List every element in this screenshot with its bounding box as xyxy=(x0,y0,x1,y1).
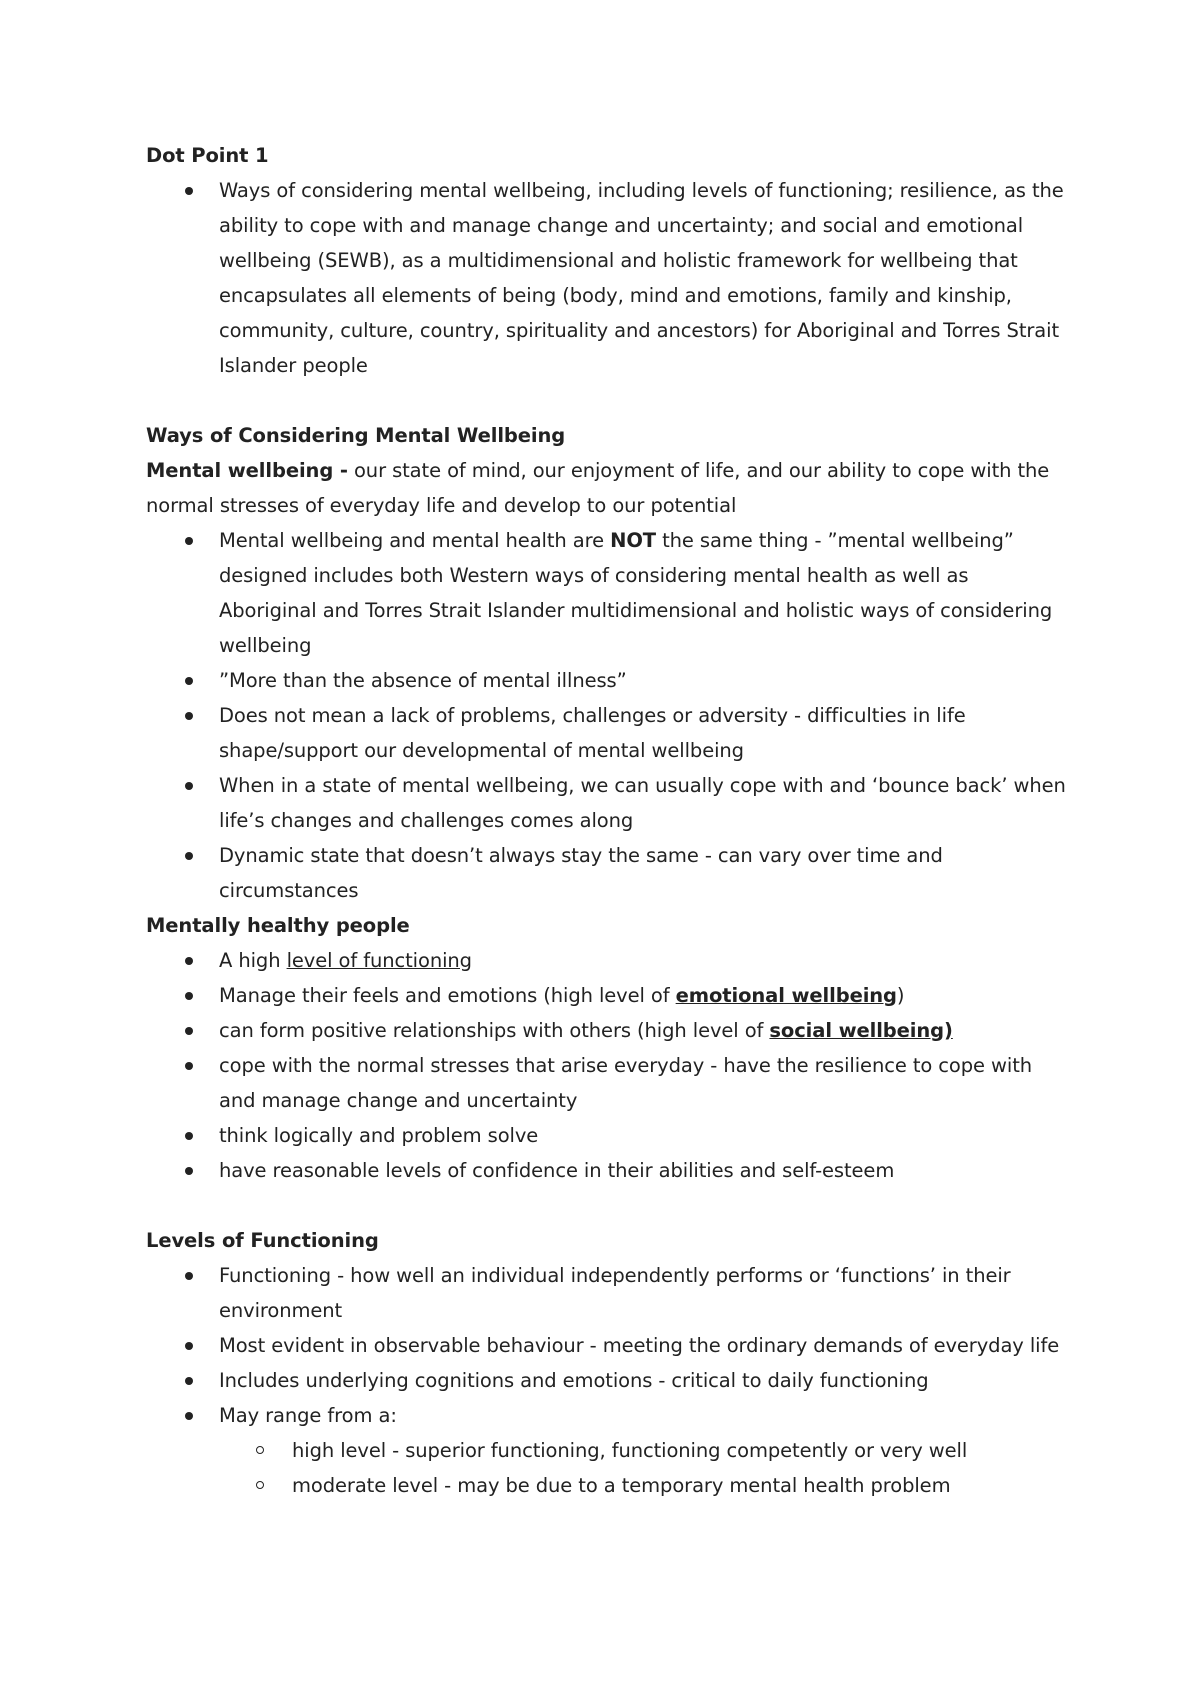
mental-wellbeing-definition xyxy=(146,453,1066,523)
list-item xyxy=(146,523,1066,663)
list-item: Includes underlying cognitions and emotions - critical to daily functioning xyxy=(146,1363,1066,1398)
document-page xyxy=(146,138,1066,1503)
levels-list xyxy=(146,1258,1066,1503)
list-item xyxy=(146,943,1066,978)
list-item: Functioning - how well an individual independently performs or ‘functions’ in their environment xyxy=(146,1258,1066,1328)
definition-text: our state of mind, our enjoyment of life, and our ability to cope with the normal stresses of everyday life and develop to our potential xyxy=(146,459,1050,517)
social-wellbeing-link[interactable]: social wellbeing) xyxy=(769,1019,953,1042)
list-item: cope with the normal stresses that arise everyday - have the resilience to cope with and manage change and uncertainty xyxy=(146,1048,1066,1118)
list-item: Dynamic state that doesn’t always stay the same - can vary over time and circumstances xyxy=(146,838,1066,908)
ways-list xyxy=(146,523,1066,908)
list-item: Does not mean a lack of problems, challenges or adversity - difficulties in life shape/support our developmental of mental wellbeing xyxy=(146,698,1066,768)
list-item: think logically and problem solve xyxy=(146,1118,1066,1153)
list-item-text: can form positive relationships with others (high level of xyxy=(219,1019,770,1042)
section-heading-healthy: Mentally healthy people xyxy=(146,914,410,937)
list-item: Ways of considering mental wellbeing, including levels of functioning; resilience, as the ability to cope with and manage change and uncertainty; and social and emotional wellbeing (SEWB), as a multidimensional and holistic framework for wellbeing that encapsulates all elements of being (body, mind and emotions, family and kinship, community, culture, country, spirituality and ancestors) for Aboriginal and Torres Strait Islander people xyxy=(146,173,1066,383)
list-item: May range from a: xyxy=(146,1398,1066,1433)
list-item: Most evident in observable behaviour - meeting the ordinary demands of everyday life xyxy=(146,1328,1066,1363)
section-heading-levels: Levels of Functioning xyxy=(146,1229,379,1252)
section-heading-ways: Ways of Considering Mental Wellbeing xyxy=(146,424,566,447)
section-heading-dot-point-1: Dot Point 1 xyxy=(146,144,269,167)
list-item-text: Manage their feels and emotions (high level of xyxy=(219,984,676,1007)
sub-list-item: high level - superior functioning, functioning competently or very well xyxy=(146,1433,1066,1468)
list-item: When in a state of mental wellbeing, we can usually cope with and ‘bounce back’ when life’s changes and challenges comes along xyxy=(146,768,1066,838)
sub-list-item: moderate level - may be due to a temporary mental health problem xyxy=(146,1468,1066,1503)
list-item-text: the same thing - ”mental wellbeing” designed includes both Western ways of considering mental health as well as Aboriginal and Torres Strait Islander multidimensional and holistic ways of considering wellbeing xyxy=(219,529,1053,657)
spacer xyxy=(146,1188,1066,1223)
emotional-wellbeing-link[interactable]: emotional wellbeing xyxy=(675,984,897,1007)
list-item: ”More than the absence of mental illness” xyxy=(146,663,1066,698)
definition-term: Mental wellbeing - xyxy=(146,459,348,482)
list-item: have reasonable levels of confidence in their abilities and self-esteem xyxy=(146,1153,1066,1188)
level-of-functioning-link[interactable]: level of functioning xyxy=(286,949,472,972)
list-item-text: ) xyxy=(896,984,905,1007)
emphasis-not: NOT xyxy=(610,529,657,552)
list-item xyxy=(146,978,1066,1013)
list-item xyxy=(146,1013,1066,1048)
list-item-text: Mental wellbeing and mental health are xyxy=(219,529,611,552)
healthy-list xyxy=(146,943,1066,1188)
spacer xyxy=(146,383,1066,418)
list-item-text: A high xyxy=(219,949,287,972)
dot-point-1-list xyxy=(146,173,1066,383)
